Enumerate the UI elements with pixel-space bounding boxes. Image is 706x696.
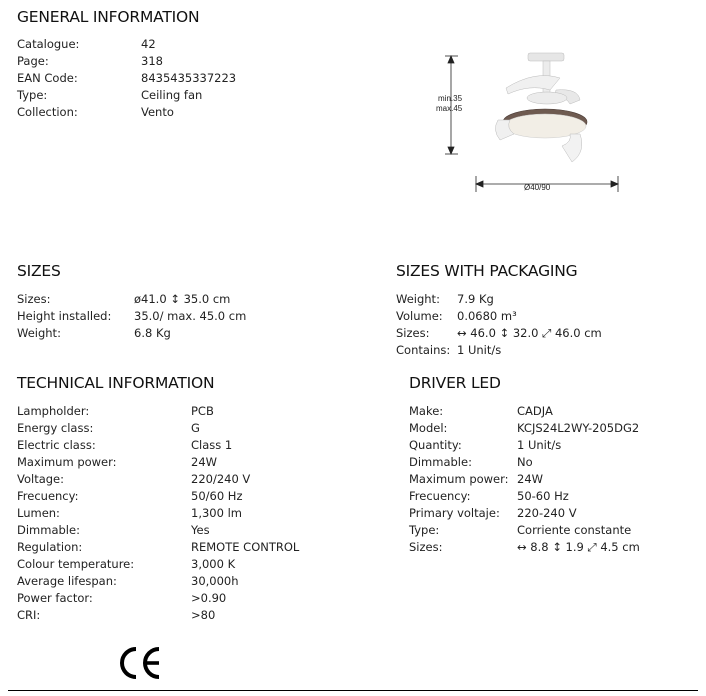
ceiling-fan-illustration — [495, 53, 587, 162]
row-value: ↔ 8.8 ↕ 1.9 ⤢ 4.5 cm — [517, 540, 640, 554]
technical-row — [17, 556, 347, 573]
driver-row — [409, 454, 699, 471]
technical-row — [17, 607, 347, 624]
row-value: 0.0680 m³ — [457, 309, 517, 323]
row-value: Vento — [141, 105, 174, 119]
row-key: Primary voltaje: — [409, 506, 500, 520]
row-value: Yes — [191, 523, 210, 537]
general-info-list — [17, 36, 257, 121]
technical-row — [17, 590, 347, 607]
row-key: Average lifespan: — [17, 574, 117, 588]
row-key: Energy class: — [17, 421, 94, 435]
row-key: Catalogue: — [17, 37, 80, 51]
row-key: Electric class: — [17, 438, 96, 452]
row-key: CRI: — [17, 608, 41, 622]
row-key: Maximum power: — [409, 472, 509, 486]
technical-row — [17, 420, 347, 437]
row-key: Type: — [409, 523, 440, 537]
row-key: Type: — [17, 88, 48, 102]
driver-row — [409, 471, 699, 488]
sizes-row-height — [17, 308, 317, 325]
row-key: Height installed: — [17, 309, 112, 323]
technical-row — [17, 403, 347, 420]
general-row-type — [17, 87, 257, 104]
row-key: Contains: — [396, 343, 451, 357]
row-key: Frecuency: — [17, 489, 79, 503]
row-key: EAN Code: — [17, 71, 78, 85]
general-row-catalogue — [17, 36, 257, 53]
technical-row — [17, 522, 347, 539]
row-value: REMOTE CONTROL — [191, 540, 300, 554]
technical-info-title: TECHNICAL INFORMATION — [17, 374, 215, 392]
technical-row — [17, 454, 347, 471]
row-value: PCB — [191, 404, 214, 418]
height-label-max: max.45 — [436, 104, 463, 113]
row-value: 1,300 lm — [191, 506, 242, 520]
row-value: Ceiling fan — [141, 88, 203, 102]
row-value: ↔ 46.0 ↕ 32.0 ⤢ 46.0 cm — [457, 326, 602, 340]
row-value: 50-60 Hz — [517, 489, 569, 503]
technical-row — [17, 488, 347, 505]
technical-info-list — [17, 403, 347, 624]
ce-mark-logo — [118, 645, 162, 681]
row-value: 50/60 Hz — [191, 489, 243, 503]
row-value: G — [191, 421, 200, 435]
row-key: Page: — [17, 54, 49, 68]
packaging-list — [396, 291, 696, 359]
row-value: 24W — [191, 455, 218, 469]
row-value: 220/240 V — [191, 472, 251, 486]
row-value: Class 1 — [191, 438, 233, 452]
sizes-list — [17, 291, 317, 342]
row-key: Sizes: — [396, 326, 430, 340]
packaging-title: SIZES WITH PACKAGING — [396, 262, 578, 280]
technical-row — [17, 573, 347, 590]
row-value: 8435435337223 — [141, 71, 237, 85]
technical-row — [17, 471, 347, 488]
row-key: Frecuency: — [409, 489, 471, 503]
row-key: Dimmable: — [409, 455, 472, 469]
row-key: Dimmable: — [17, 523, 80, 537]
row-value: 1 Unit/s — [517, 438, 562, 452]
row-value: No — [517, 455, 533, 469]
packaging-row-contains — [396, 342, 696, 359]
row-value: KCJS24L2WY-205DG2 — [517, 421, 640, 435]
footer-divider — [8, 690, 698, 691]
packaging-row-sizes — [396, 325, 696, 342]
row-value: 220-240 V — [517, 506, 577, 520]
row-value: 7.9 Kg — [457, 292, 494, 306]
row-key: Volume: — [396, 309, 443, 323]
technical-row — [17, 505, 347, 522]
driver-led-title: DRIVER LED — [409, 374, 501, 392]
row-value: 6.8 Kg — [134, 326, 171, 340]
technical-row — [17, 539, 347, 556]
row-key: Collection: — [17, 105, 78, 119]
sizes-row-sizes — [17, 291, 317, 308]
driver-row — [409, 505, 699, 522]
row-key: Make: — [409, 404, 444, 418]
general-row-ean — [17, 70, 257, 87]
driver-row — [409, 522, 699, 539]
general-info-title: GENERAL INFORMATION — [17, 8, 200, 26]
row-value: CADJA — [517, 404, 553, 418]
row-key: Colour temperature: — [17, 557, 135, 571]
driver-led-list — [409, 403, 699, 556]
row-value: >0.90 — [191, 591, 227, 605]
packaging-row-weight — [396, 291, 696, 308]
row-key: Regulation: — [17, 540, 83, 554]
ceiling-fan-dimension-drawing — [430, 48, 630, 198]
row-key: Weight: — [17, 326, 61, 340]
row-value: 35.0/ max. 45.0 cm — [134, 309, 247, 323]
driver-row — [409, 420, 699, 437]
sizes-title: SIZES — [17, 262, 61, 280]
row-key: Lampholder: — [17, 404, 90, 418]
row-value: 42 — [141, 37, 156, 51]
row-key: Sizes: — [17, 292, 51, 306]
packaging-row-volume — [396, 308, 696, 325]
driver-row — [409, 488, 699, 505]
driver-row — [409, 437, 699, 454]
row-key: Quantity: — [409, 438, 462, 452]
row-value: >80 — [191, 608, 216, 622]
sizes-row-weight — [17, 325, 317, 342]
row-key: Weight: — [396, 292, 440, 306]
row-key: Power factor: — [17, 591, 93, 605]
row-value: 30,000h — [191, 574, 239, 588]
row-key: Lumen: — [17, 506, 60, 520]
driver-row — [409, 539, 699, 556]
row-value: ø41.0 ↕ 35.0 cm — [134, 292, 231, 306]
row-value: 318 — [141, 54, 163, 68]
driver-row — [409, 403, 699, 420]
row-value: 3,000 K — [191, 557, 236, 571]
row-value: 24W — [517, 472, 544, 486]
row-value: Corriente constante — [517, 523, 632, 537]
height-label-min: min.35 — [438, 94, 463, 103]
row-key: Maximum power: — [17, 455, 117, 469]
row-value: 1 Unit/s — [457, 343, 502, 357]
row-key: Voltage: — [17, 472, 65, 486]
general-row-page — [17, 53, 257, 70]
row-key: Sizes: — [409, 540, 443, 554]
row-key: Model: — [409, 421, 448, 435]
general-row-collection — [17, 104, 257, 121]
technical-row — [17, 437, 347, 454]
width-label: Ø40/90 — [524, 183, 551, 192]
